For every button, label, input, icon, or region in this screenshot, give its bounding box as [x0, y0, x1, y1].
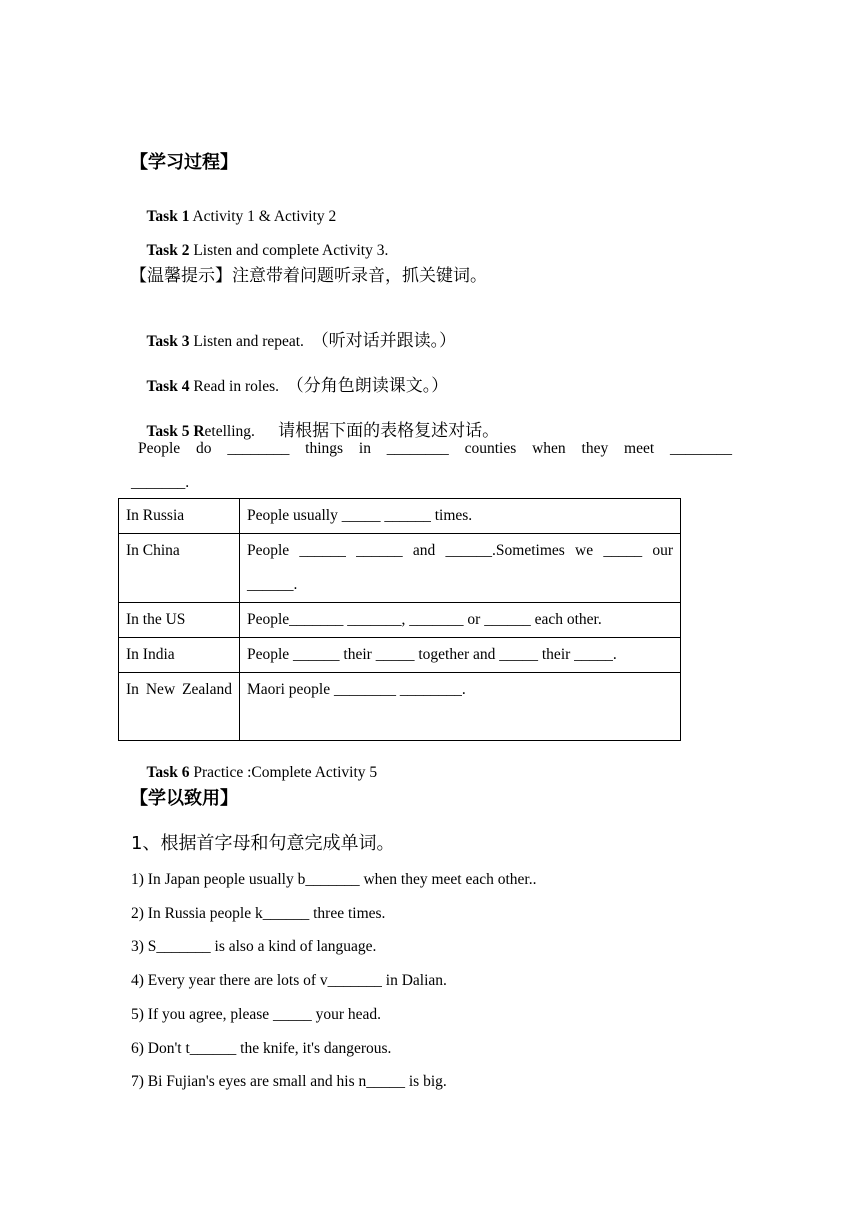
task-2-text: Listen and complete Activity 3. [189, 242, 389, 259]
retelling-word: things [305, 440, 344, 457]
exercise-item[interactable]: 3) S_______ is also a kind of language. [131, 938, 377, 955]
exercise-title: 1、根据首字母和句意完成单词。 [131, 833, 395, 854]
retelling-sentence [138, 440, 732, 458]
exercise-item[interactable]: 1) In Japan people usually b_______ when they meet each other.. [131, 871, 537, 888]
task-5-note: 请根据下面的表格复述对话。 [278, 421, 500, 441]
retelling-sentence-continuation[interactable]: _______. [131, 474, 190, 491]
retelling-word: meet [624, 440, 655, 457]
task-6-text: Practice :Complete Activity 5 [189, 764, 378, 781]
task-3-text: Listen and repeat. [189, 333, 312, 350]
content-cell[interactable]: People ______ ______ and ______.Sometimes we _____ our ______. [240, 534, 681, 603]
retelling-blank[interactable]: ________ [669, 440, 732, 457]
country-cell: In Russia [119, 499, 240, 534]
task-4-label: Task 4 [146, 378, 190, 395]
table-row [119, 534, 681, 603]
content-cell[interactable]: People usually _____ ______ times. [240, 499, 681, 534]
country-cell: In New Zealand [119, 673, 240, 741]
retelling-word: in [358, 440, 371, 457]
retelling-table [118, 498, 681, 741]
exercise-item[interactable]: 5) If you agree, please _____ your head. [131, 1006, 382, 1023]
exercise-item[interactable]: 4) Every year there are lots of v_______ in Dalian. [131, 972, 447, 989]
content-cell[interactable]: Maori people ________ ________. [240, 673, 681, 741]
country-cell: In China [119, 534, 240, 603]
retelling-blank[interactable]: ________ [227, 440, 290, 457]
task-5-bold-r: R [189, 423, 205, 440]
exercise-item[interactable]: 6) Don't t______ the knife, it's dangerous. [131, 1040, 392, 1057]
content-cell[interactable]: People_______ _______, _______ or ______ each other. [240, 603, 681, 638]
section-heading-learning-process: 【学习过程】 [130, 152, 238, 173]
task-6-label: Task 6 [146, 764, 190, 781]
task-5-text: etelling. [204, 423, 279, 440]
task-3-label: Task 3 [146, 333, 190, 350]
task-1-label: Task 1 [146, 208, 190, 225]
country-cell: In India [119, 638, 240, 673]
task-4-note: （分角色朗读课文。） [286, 376, 449, 396]
section-heading-apply: 【学以致用】 [130, 788, 238, 809]
task-2-label: Task 2 [146, 242, 190, 259]
retelling-word: do [196, 440, 212, 457]
retelling-word: counties [464, 440, 517, 457]
task-3-note: （听对话并跟读。） [311, 331, 457, 351]
content-cell[interactable]: People ______ their _____ together and _____ their _____. [240, 638, 681, 673]
retelling-word: People [138, 440, 181, 457]
retelling-blank[interactable]: ________ [386, 440, 449, 457]
retelling-word: when [532, 440, 566, 457]
table-row [119, 673, 681, 741]
exercise-item[interactable]: 2) In Russia people k______ three times. [131, 905, 386, 922]
task-5-label: Task 5 [146, 423, 190, 440]
table-row [119, 603, 681, 638]
table-row [119, 638, 681, 673]
country-cell: In the US [119, 603, 240, 638]
exercise-item[interactable]: 7) Bi Fujian's eyes are small and his n_____ is big. [131, 1073, 447, 1090]
table-row [119, 499, 681, 534]
retelling-word: they [581, 440, 609, 457]
task-1-text: Activity 1 & Activity 2 [189, 208, 337, 225]
task-4-text: Read in roles. [189, 378, 287, 395]
tip-note: 【温馨提示】注意带着问题听录音，抓关键词。 [130, 266, 487, 286]
